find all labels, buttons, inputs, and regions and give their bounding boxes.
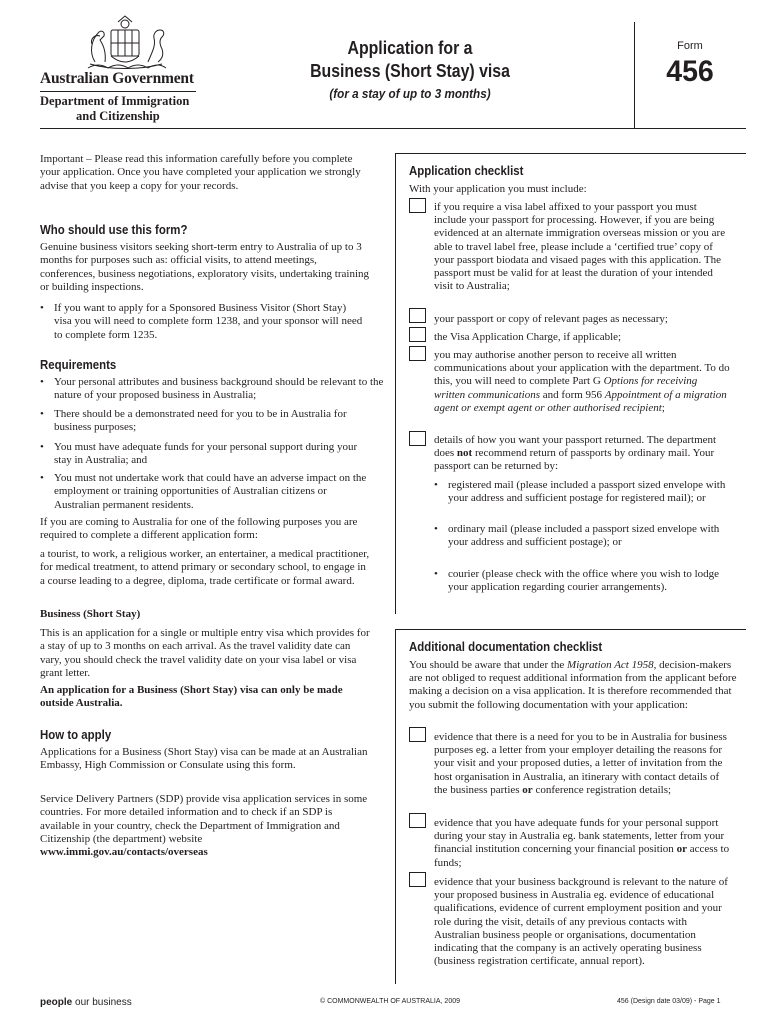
requirement-bullet: • You must have adequate funds for your personal support during your stay in Australia; and [40, 441, 358, 467]
form-title-line1: Application for a [347, 38, 473, 58]
coat-of-arms-logo [70, 14, 180, 76]
passport-return-checkbox[interactable] [409, 431, 426, 446]
different-form-note: If you are coming to Australia for one of the following purposes you are required to complete a different application form: [40, 516, 358, 542]
requirement-bullet: • There should be a demonstrated need for you to be in Australia for business purposes; [40, 408, 347, 434]
form-label: Form [677, 40, 703, 52]
how-to-apply-paragraph: Applications for a Business (Short Stay) visa can be made at an Australian Embassy, High Commission or Consulate using this form. [40, 746, 368, 772]
who-heading: Who should use this form? [40, 222, 188, 237]
additional-documentation-heading: Additional documentation checklist [409, 639, 603, 654]
form-subtitle: (for a stay of up to 3 months) [329, 86, 491, 101]
important-notice: Important – Please read this information carefully before you complete your application. Once you have completed your application we strongly advise that you keep a copy for your records. [40, 153, 361, 192]
agency-name: Australian Government [40, 70, 194, 87]
business-short-stay-paragraph: This is an application for a single or multiple entry visa which provides for a stay of up to 3 months on each arrival. As the travel validity date can vary, you should check the travel validity date on your visa label or visa grant letter. [40, 627, 370, 680]
form-title-line2: Business (Short Stay) visa [310, 61, 510, 81]
adequate-funds-item-text: evidence that you have adequate funds for your personal support during your stay in Australia eg. bank statements, letter from your financial institution concerning your financial position or access to funds; [434, 817, 730, 869]
how-to-apply-heading: How to apply [40, 727, 112, 742]
business-background-checkbox[interactable] [409, 872, 426, 887]
visa-charge-item-text: the Visa Application Charge, if applicable; [434, 331, 622, 343]
business-need-checkbox[interactable] [409, 727, 426, 742]
passport-item-text: if you require a visa label affixed to your passport you must include your passport for processing. However, if you are being evidenced at an alternate immigration overseas mission or you are able to travel label free, please include a ‘certified true’ copy of your passport biodata and visaed pages with this application. The passport must be valid for at least the duration of your intended visit to Australia; [434, 201, 726, 293]
header-rule [40, 128, 746, 129]
return-method-bullet: • ordinary mail (please included a passport sized envelope with your address and sufficient postage); or [434, 523, 720, 549]
business-short-stay-subheading: Business (Short Stay) [40, 608, 141, 620]
other-purposes-list: a tourist, to work, a religious worker, an entertainer, a medical practitioner, for medical treatment, to attend primary or secondary school, to engage in a course leading to a degree, diploma, trade certificate or formal award. [40, 548, 370, 587]
passport-copy-checkbox[interactable] [409, 308, 426, 323]
passport-copy-item-text: your passport or copy of relevant pages as necessary; [434, 313, 668, 325]
requirement-bullet: • You must not undertake work that could have an adverse impact on the employment or training opportunities of Australian citizens or Australian permanent residents. [40, 472, 367, 511]
additional-documentation-intro: You should be aware that under the Migration Act 1958, decision-makers are not obliged to request additional information from the applicant before making a decision on a visa application. It is therefore recommended that you submit the following documentation with your application: [409, 659, 737, 711]
form-number: 456 [666, 55, 714, 88]
passport-checkbox[interactable] [409, 198, 426, 213]
requirement-bullet: • Your personal attributes and business background should be relevant to the nature of your proposed business in Australia; [40, 376, 384, 402]
application-checklist-heading: Application checklist [409, 163, 524, 178]
website-link[interactable]: www.immi.gov.au/contacts/overseas [40, 846, 208, 858]
footer-slogan: people our business [40, 997, 132, 1008]
footer-copyright: © COMMONWEALTH OF AUSTRALIA, 2009 [320, 998, 460, 1005]
adequate-funds-checkbox[interactable] [409, 813, 426, 828]
department-name-line2: and Citizenship [76, 109, 160, 123]
visa-charge-checkbox[interactable] [409, 327, 426, 342]
who-paragraph: Genuine business visitors seeking short-term entry to Australia of up to 3 months for purposes such as: official visits, to attend meetings, conferences, business negotiations, exploratory visits, undertaking training or building inspections. [40, 241, 370, 294]
business-background-item-text: evidence that your business background is relevant to the nature of your proposed business in Australia eg. evidence of educational qualifications, evidence of current employment position and your role during the visit, details of any previous contacts with Australian business people or organisations, documentation indicating that the company is an actively operating business (business registration certificate, annual report). [434, 876, 728, 968]
department-name-line1: Department of Immigration [40, 94, 190, 108]
who-bullet: • If you want to apply for a Sponsored Business Visitor (Short Stay) visa you will need to complete form 1238, and your sponsor will need to complete form 1235. [40, 302, 363, 341]
authorise-person-item-text: you may authorise another person to receive all written communications about your application with the department. To do this, you will need to complete Part G Options for receiving written communications and form 956 Appointment of a migration agent or exempt agent or other authorised recipient; [434, 349, 730, 414]
agency-divider [40, 91, 196, 92]
application-checklist-intro: With your application you must include: [409, 183, 587, 195]
outside-australia-note: An application for a Business (Short Stay) visa can only be made outside Australia. [40, 684, 343, 710]
business-need-item-text: evidence that there is a need for you to be in Australia for business purposes eg. a letter from your employer detailing the reasons for your visit and your proposed duties, a letter of invitation from the host organisation in Australia, an itinerary with contact details of the business parties or conference registration details; [434, 731, 727, 796]
passport-return-item-text: details of how you want your passport returned. The department does not recommend return of passports by ordinary mail. Your passport can be returned by: [434, 434, 717, 473]
return-method-bullet: • registered mail (please included a passport sized envelope with your address and sufficient postage for registered mail); or [434, 479, 726, 505]
authorise-person-checkbox[interactable] [409, 346, 426, 361]
sdp-paragraph: Service Delivery Partners (SDP) provide visa application services in some countries. For more detailed information and to check if an SDP is available in your country, check the Department of Immigration and Citizenship (the department) website [40, 793, 368, 846]
return-method-bullet: • courier (please check with the office where you wish to lodge your application regarding courier arrangements). [434, 568, 720, 594]
requirements-heading: Requirements [40, 357, 117, 372]
footer-page-info: 456 (Design date 03/09) - Page 1 [617, 998, 721, 1005]
